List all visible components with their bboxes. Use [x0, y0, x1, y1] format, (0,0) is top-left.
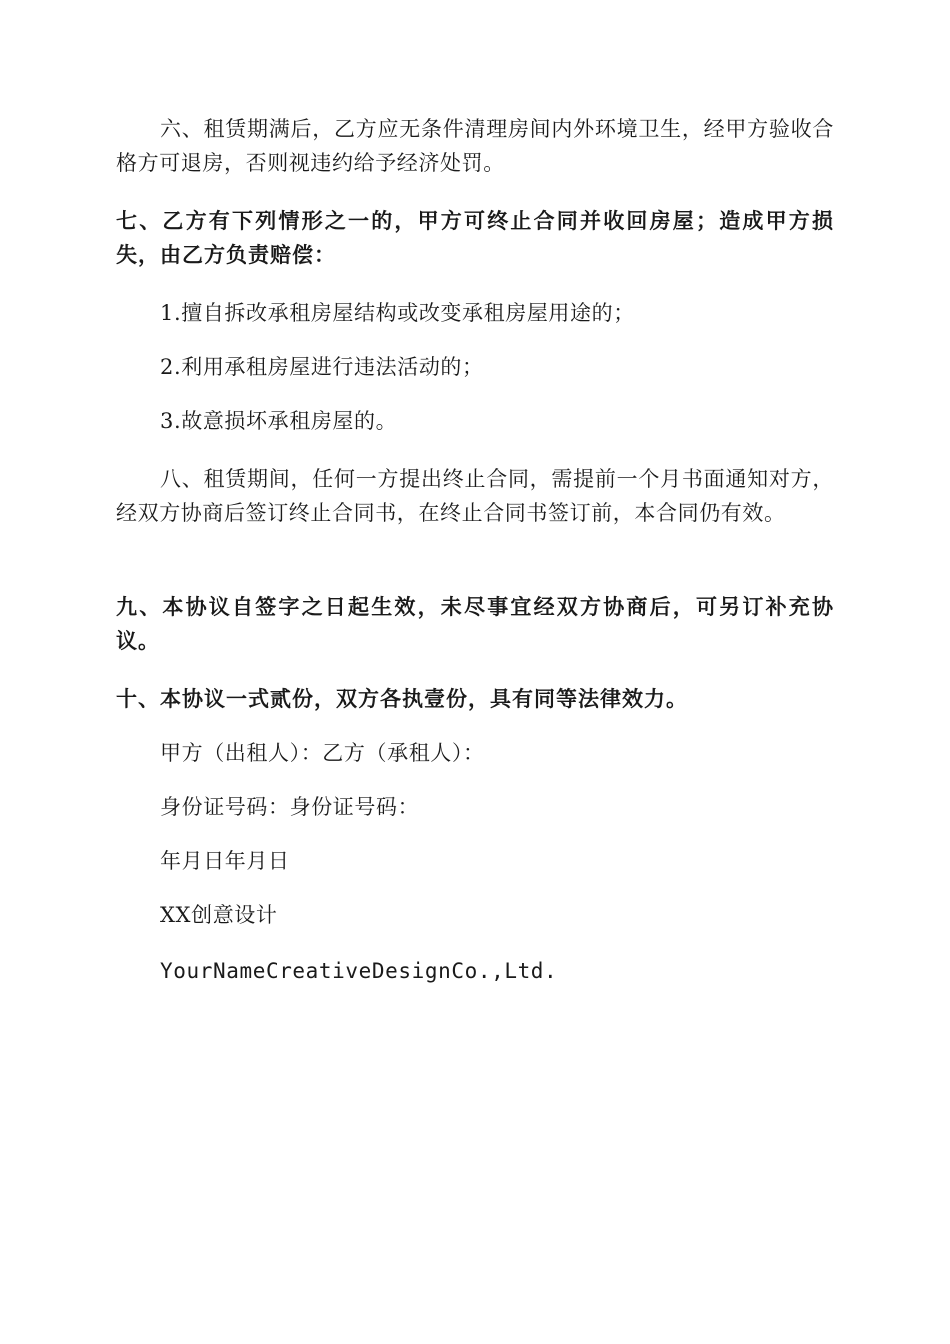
clause-seven-item-2: 2.利用承租房屋进行违法活动的； — [160, 355, 484, 379]
clause-seven-item-3: 3.故意损坏承租房屋的。 — [160, 409, 398, 433]
company-name-en: YourNameCreativeDesignCo.,Ltd. — [160, 959, 558, 983]
signature-parties-line: 甲方（出租人）：乙方（承租人）： — [160, 741, 485, 765]
clause-eight-paragraph: 八、租赁期间，任何一方提出终止合同，需提前一个月书面通知对方，经双方协商后签订终止合同书，在终止合同书签订前，本合同仍有效。 — [116, 467, 834, 525]
clause-six-paragraph: 六、租赁期满后，乙方应无条件清理房间内外环境卫生，经甲方验收合格方可退房，否则视违约给予经济处罚。 — [116, 117, 834, 175]
company-name-cn: XX创意设计 — [160, 903, 278, 927]
clause-seven-item-1: 1.擅自拆改承租房屋结构或改变承租房屋用途的； — [160, 301, 635, 325]
clause-ten-paragraph: 十、本协议一式贰份，双方各执壹份，具有同等法律效力。 — [116, 687, 688, 711]
clause-seven-heading: 七、乙方有下列情形之一的，甲方可终止合同并收回房屋；造成甲方损失，由乙方负责赔偿： — [116, 209, 834, 267]
clause-nine-paragraph: 九、本协议自签字之日起生效，未尽事宜经双方协商后，可另订补充协议。 — [116, 595, 834, 653]
signature-date-line: 年月日年月日 — [160, 849, 290, 873]
signature-id-line: 身份证号码：身份证号码： — [160, 795, 420, 819]
